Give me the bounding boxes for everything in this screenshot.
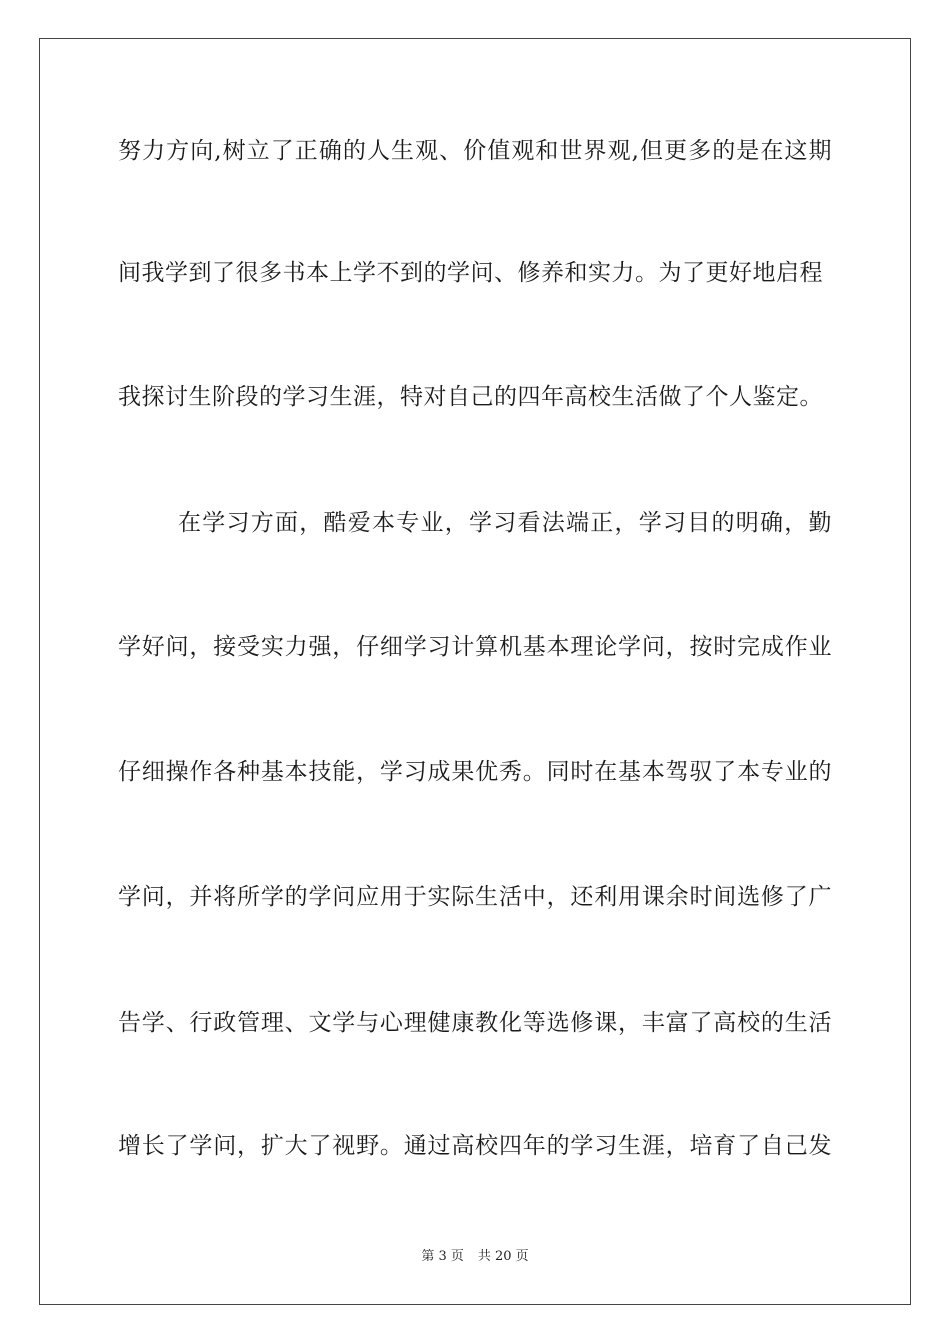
page-total: 共 20 页 [477, 1249, 529, 1264]
body-text-line-5: 学好问，接受实力强，仔细学习计算机基本理论学问，按时完成作业 [118, 634, 832, 660]
body-text-line-6: 仔细操作各种基本技能，学习成果优秀。同时在基本驾驭了本专业的 [118, 759, 832, 785]
body-text-line-1: 努力方向,树立了正确的人生观、价值观和世界观,但更多的是在这期 [118, 138, 832, 164]
body-text-line-2: 间我学到了很多书本上学不到的学问、修养和实力。为了更好地启程 [118, 260, 823, 286]
body-text-line-8: 告学、行政管理、文学与心理健康教化等选修课，丰富了高校的生活 [118, 1010, 832, 1036]
page-border [39, 38, 911, 1305]
body-text-line-3: 我探讨生阶段的学习生涯，特对自己的四年高校生活做了个人鉴定。 [118, 384, 823, 410]
body-text-line-9: 增长了学问，扩大了视野。通过高校四年的学习生涯，培育了自己发 [118, 1133, 832, 1159]
body-text-line-7: 学问，并将所学的学问应用于实际生活中，还利用课余时间选修了广 [118, 884, 832, 910]
page-footer [0, 1248, 950, 1266]
page-number: 第 3 页 [421, 1249, 464, 1264]
paragraph-first-line: 在学习方面，酷爱本专业，学习看法端正，学习目的明确，勤 [178, 510, 832, 536]
